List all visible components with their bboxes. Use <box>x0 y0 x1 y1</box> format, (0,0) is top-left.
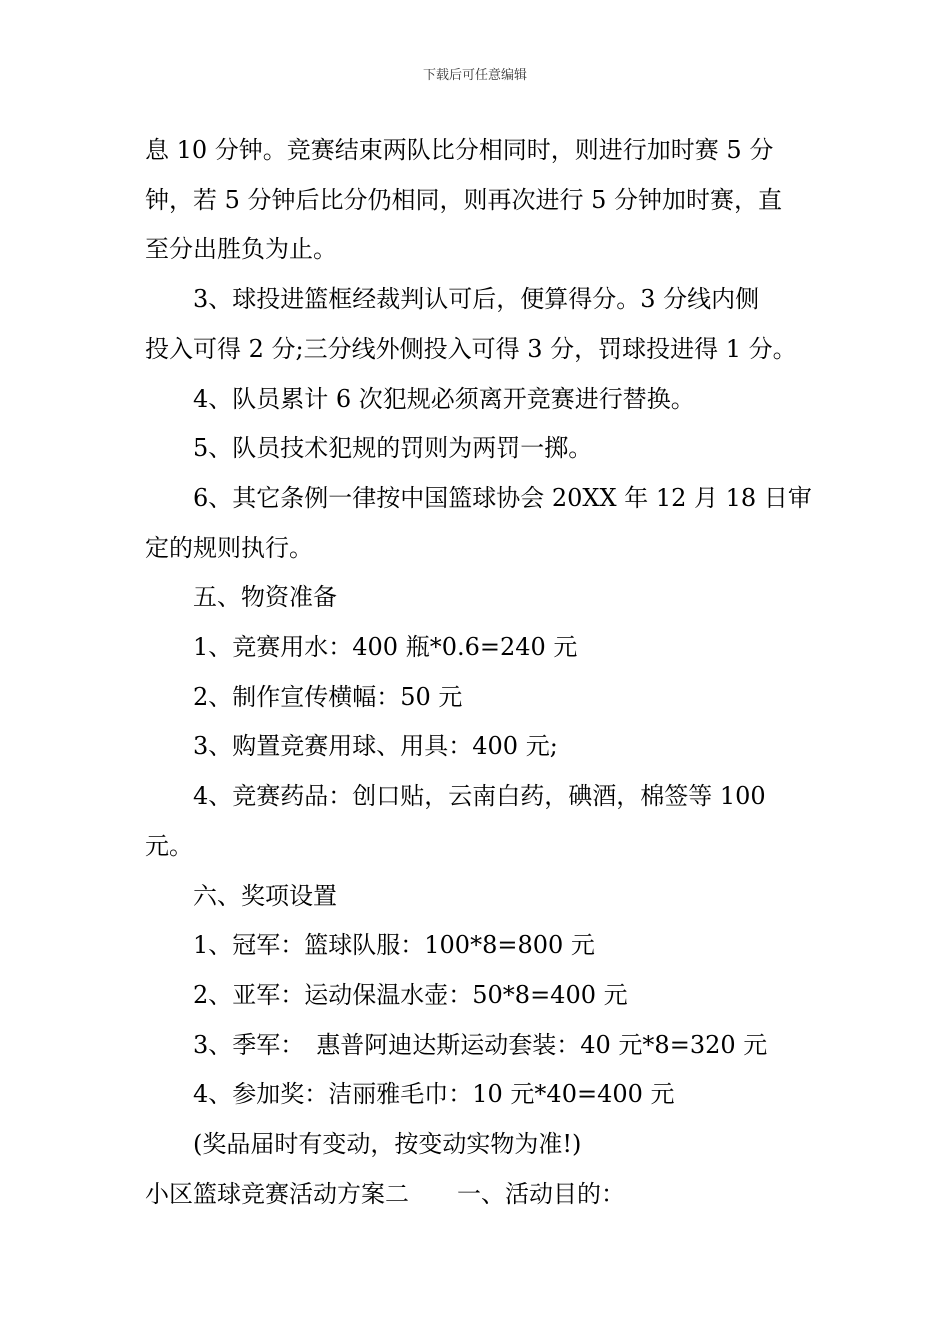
list-item: 4、参加奖：洁丽雅毛巾：10 元*40=400 元 <box>193 1080 675 1109</box>
list-item: 3、购置竞赛用球、用具：400 元; <box>193 732 558 761</box>
paragraph-line: 钟，若 5 分钟后比分仍相同，则再次进行 5 分钟加时赛，直 <box>145 185 783 214</box>
note-line: (奖品届时有变动，按变动实物为准!) <box>193 1130 582 1159</box>
paragraph-line: 息 10 分钟。竞赛结束两队比分相同时，则进行加时赛 5 分 <box>145 136 774 164</box>
paragraph-line: 6、其它条例一律按中国篮球协会 20XX 年 12 月 18 日审 <box>193 483 812 512</box>
paragraph-line: 至分出胜负为止。 <box>145 235 337 264</box>
document-body <box>145 126 810 1219</box>
list-item: 2、制作宣传横幅：50 元 <box>193 682 463 711</box>
list-item: 4、竞赛药品：创口贴，云南白药，碘酒，棉签等 100 <box>193 782 766 811</box>
paragraph-line: 定的规则执行。 <box>145 533 313 562</box>
section-heading: 六、奖项设置 <box>193 881 337 910</box>
list-item: 2、亚军：运动保温水壶：50*8=400 元 <box>193 980 628 1009</box>
list-item: 1、冠军：篮球队服：100*8=800 元 <box>193 931 595 960</box>
section-title-line: 小区篮球竞赛活动方案二 一、活动目的： <box>145 1179 625 1208</box>
paragraph-line: 3、球投进篮框经裁判认可后，便算得分。3 分线内侧 <box>193 285 760 314</box>
paragraph-line: 元。 <box>145 831 193 860</box>
paragraph-line: 5、队员技术犯规的罚则为两罚一掷。 <box>193 434 593 463</box>
paragraph-line: 4、队员累计 6 次犯规必须离开竞赛进行替换。 <box>193 384 695 413</box>
page-header: 下载后可任意编辑 <box>422 68 527 83</box>
section-heading: 五、物资准备 <box>193 583 337 612</box>
paragraph-line: 投入可得 2 分;三分线外侧投入可得 3 分，罚球投进得 1 分。 <box>145 334 797 363</box>
list-item: 3、季军： 惠普阿迪达斯运动套装：40 元*8=320 元 <box>193 1030 768 1059</box>
list-item: 1、竞赛用水：400 瓶*0.6=240 元 <box>193 633 578 662</box>
